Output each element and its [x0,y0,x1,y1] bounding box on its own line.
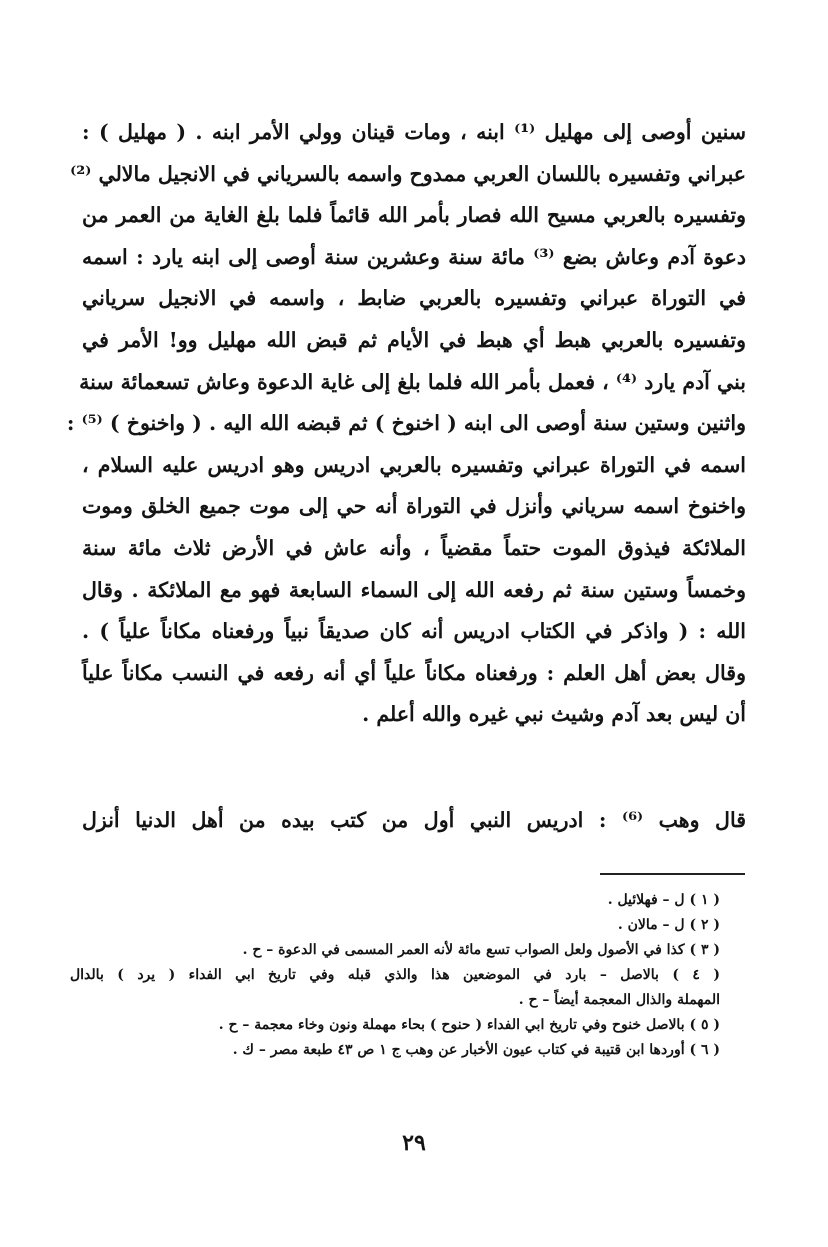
text-line: وتفسيره بالعربي هبط أي هبط في الأيام ثم قبض الله مهليل وو! الأمر في [82,327,746,352]
footnote: ( ٢ ) ل – مالان . [617,917,720,933]
text-line: الملائكة فيذوق الموت حتماً مقضياً ، وأنه عاش في الأرض ثلاث مائة سنة [82,535,746,560]
main-paragraph [66,112,746,736]
text-line: بني آدم يارد ⁽⁴⁾ ، فعمل بأمر الله فلما بلغ إلى غاية الدعوة وعاش تسعمائة سنة [79,369,746,394]
text-line: وقال بعض أهل العلم : ورفعناه مكاناً علياً أي أنه رفعه في النسب مكاناً علياً [82,660,746,685]
second-paragraph: قال وهب ⁽⁶⁾ : ادريس النبي أول من كتب بيده من أهل الدنيا أنزل [82,808,746,832]
footnote: ( ٥ ) بالاصل خنوح وفي تاريخ ابي الفداء ( حنوح ) بحاء مهملة ونون وخاء معجمة – ح . [218,1017,720,1033]
text-line: في التوراة عبراني وتفسيره بالعربي ضابط ، واسمه في الانجيل سرياني [82,286,746,311]
text-line: وخمساً وستين سنة ثم رفعه الله إلى السماء السابعة فهو مع الملائكة . وقال [82,577,746,602]
text-line: سنين أوصى إلى مهليل ⁽¹⁾ ابنه ، ومات قينان وولي الأمر ابنه . ( مهليل ) : [82,120,746,144]
footnote: ( ١ ) ل – فهلائيل . [607,892,720,908]
text-line: الله : ( واذكر في الكتاب ادريس أنه كان صديقاً نبياً ورفعناه مكاناً علياً ) . [82,619,746,644]
text-line: واثنين وستين سنة أوصى الى ابنه ( اخنوخ ) ثم قبضه الله اليه . ( واخنوخ ) ⁽⁵⁾ : [66,411,746,436]
footnote: ( ٦ ) أوردها ابن قتيبة في كتاب عيون الأخبار عن وهب ج ١ ص ٤٣ طبعة مصر – ك . [232,1042,720,1058]
footnote: ( ٣ ) كذا في الأصول ولعل الصواب تسع مائة لأنه العمر المسمى في الدعوة – ح . [242,942,720,958]
text-line: اسمه في التوراة عبراني وتفسيره بالعربي ادريس وهو ادريس عليه السلام ، [82,452,746,477]
footnote-divider [600,873,745,875]
footnote: ( ٤ ) بالاصل – بارد في الموضعين هذا والذي قبله وفي تاريخ ابي الفداء ( يرد ) بالدال [70,967,721,983]
footnote: المهملة والذال المعجمة أيضاً – ح . [518,992,720,1008]
page-number: ٢٩ [402,1130,426,1156]
footnotes [70,888,720,1063]
text-line: وتفسيره بالعربي مسيح الله فصار بأمر الله قائماً فلما بلغ الغاية من العمر من [82,203,746,228]
text-line: عبراني وتفسيره باللسان العربي ممدوح واسمه بالسرياني في الانجيل مالالي ⁽²⁾ [70,161,746,186]
text-line: واخنوخ اسمه سرياني وأنزل في التوراة أنه حي إلى موت جميع الخلق وموت [82,494,746,519]
text-line: أن ليس بعد آدم وشيث نبي غيره والله أعلم . [362,702,746,727]
text-line: دعوة آدم وعاش بضع ⁽³⁾ مائة سنة وعشرين سنة أوصى إلى ابنه يارد : اسمه [82,244,746,269]
